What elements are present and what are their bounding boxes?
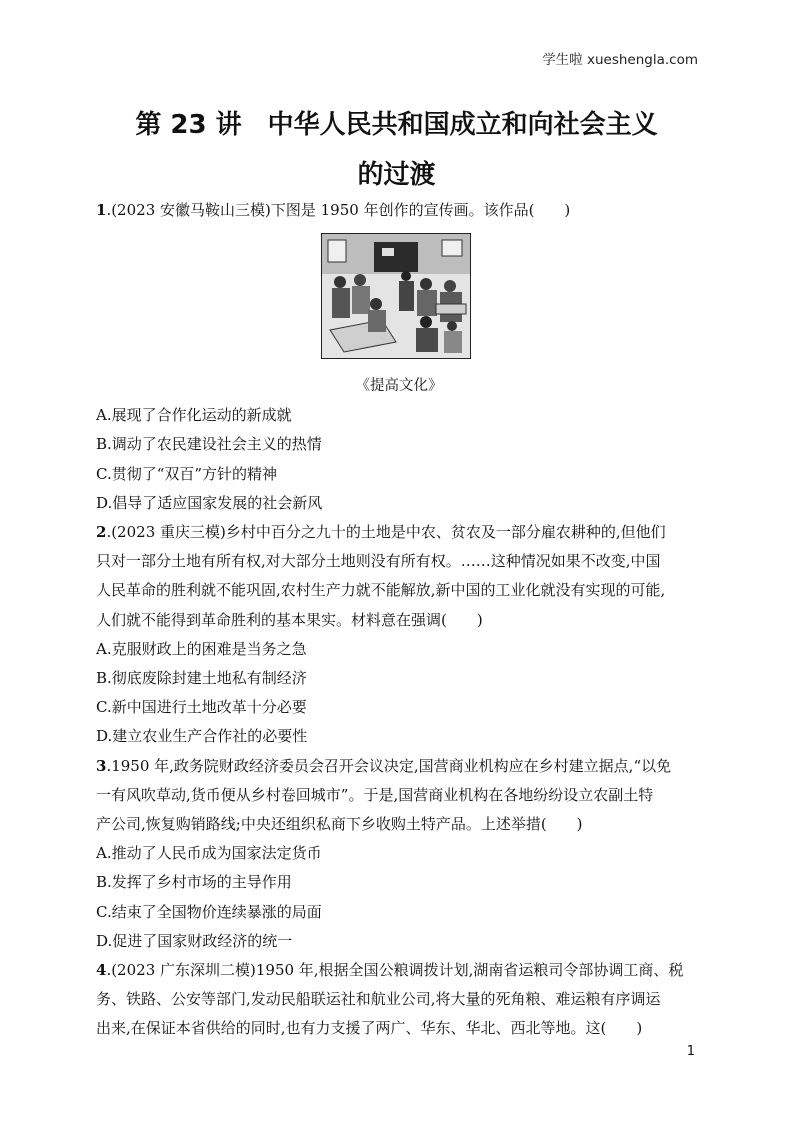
figure-caption: 《提高文化》: [355, 378, 443, 395]
option-b[interactable]: B.调动了农民建设社会主义的热情: [96, 435, 322, 454]
stem-line: 只对一部分土地有所有权,对大部分土地则没有所有权。……这种情况如果不改变,中国: [96, 552, 661, 571]
option-b[interactable]: B.彻底废除封建土地私有制经济: [96, 669, 307, 688]
title-line-2: 的过渡: [357, 160, 436, 190]
stem-line: 人民革命的胜利就不能巩固,农村生产力就不能解放,新中国的工业化就没有实现的可能,: [96, 581, 666, 600]
stem-text: .(2023 重庆三模)乡村中百分之九十的土地是中农、贫农及一部分雇农耕种的,但他们: [106, 523, 666, 542]
question-stem: [96, 196, 702, 225]
option-b[interactable]: B.发挥了乡村市场的主导作用: [96, 873, 292, 892]
title-line-1: 第 23 讲 中华人民共和国成立和向社会主义: [135, 110, 658, 140]
question-1: [96, 196, 702, 518]
option-d[interactable]: D.倡导了适应国家发展的社会新风: [96, 493, 323, 512]
stem-line: 出来,在保证本省供给的同时,也有力支援了两广、华东、华北、西北等地。这( ): [96, 1019, 643, 1038]
option-a[interactable]: A.克服财政上的困难是当务之急: [96, 639, 307, 658]
illustration-drawing: [322, 234, 470, 358]
option-d[interactable]: D.建立农业生产合作社的必要性: [96, 727, 308, 746]
option-a[interactable]: A.推动了人民币成为国家法定货币: [96, 844, 322, 863]
page-title: [60, 100, 733, 200]
question-number: 3: [96, 756, 107, 775]
question-number: 4: [96, 961, 107, 980]
stem-line: 人们就不能得到革命胜利的基本果实。材料意在强调( ): [96, 610, 483, 629]
question-stem: [96, 956, 702, 985]
stem-text: .1950 年,政务院财政经济委员会召开会议决定,国营商业机构应在乡村建立据点,“以免: [106, 756, 672, 775]
stem-line: 务、铁路、公安等部门,发动民船联运社和航业公司,将大量的死角粮、难运粮有序调运: [96, 990, 661, 1009]
option-d[interactable]: D.促进了国家财政经济的统一: [96, 931, 293, 950]
page-number: 1: [686, 1044, 695, 1059]
stem-line: 产公司,恢复购销路线;中央还组织私商下乡收购土特产品。上述举措( ): [96, 815, 583, 834]
question-2: [96, 518, 702, 752]
propaganda-illustration: [321, 233, 471, 359]
question-stem: [96, 752, 702, 781]
question-4: [96, 956, 702, 1044]
question-number: 1: [96, 201, 107, 219]
stem-text: .(2023 广东深圳二模)1950 年,根据全国公粮调拨计划,湖南省运粮司令部协调工商、税: [106, 961, 684, 980]
option-c[interactable]: C.结束了全国物价连续暴涨的局面: [96, 902, 322, 921]
stem-line: 一有风吹草动,货币便从乡村卷回城市”。于是,国营商业机构在各地纷纷设立农副土特: [96, 785, 654, 804]
question-number: 2: [96, 523, 107, 542]
option-a[interactable]: A.展现了合作化运动的新成就: [96, 406, 292, 425]
question-list: [96, 196, 702, 1044]
option-c[interactable]: C.贯彻了“双百”方针的精神: [96, 464, 278, 483]
option-c[interactable]: C.新中国进行土地改革十分必要: [96, 698, 307, 717]
question-3: [96, 752, 702, 956]
stem-text: .(2023 安徽马鞍山三模)下图是 1950 年创作的宣传画。该作品( ): [106, 201, 571, 219]
question-stem: [96, 518, 702, 547]
watermark: 学生啦 xueshengla.com: [542, 52, 698, 68]
